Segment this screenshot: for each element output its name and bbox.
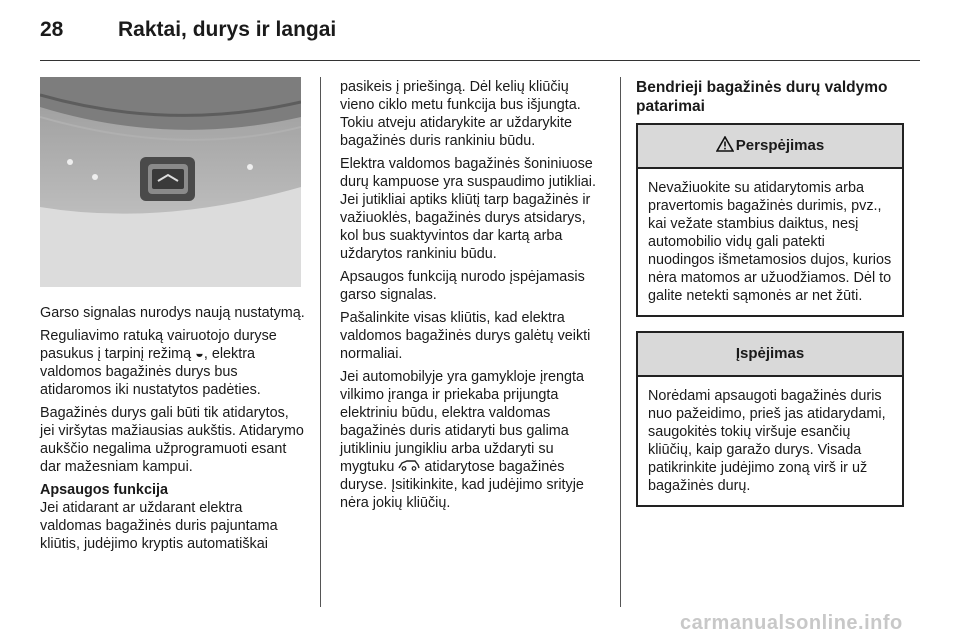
column-divider <box>620 77 621 607</box>
paragraph: Garso signalas nurodys naują nustatymą. <box>40 305 305 321</box>
column-2 <box>340 78 605 517</box>
paragraph-text: Jei automobilyje yra gamykloje įrengta vilkimo įranga ir priekaba prijungta elektriniu būdu, elektra valdomas bagažinės duris atidaryti bus galima jutikliniu jungikliu arba uždaryti su mygtuku <box>340 369 584 475</box>
warning-box <box>636 123 904 317</box>
warning-triangle-icon <box>716 136 734 157</box>
caution-box <box>636 331 904 507</box>
paragraph: Jei atidarant ar uždarant elektra valdomas bagažinės duris pajuntama kliūtis, judėjimo kryptis automatiškai <box>40 500 278 552</box>
warning-body: Nevažiuokite su atidarytomis arba pravertomis bagažinės durimis, pvz., kai vežate stambius daiktus, nesį automobilio vidų gali patekti nuodingos išmetamosios dujos, kurios nėra matomos ar užuodžiamos. Dėl to galite netekti sąmonės ar net žūti. <box>648 180 892 304</box>
watermark: carmanualsonline.info <box>680 612 903 634</box>
header-divider <box>40 60 920 61</box>
paragraph: Elektra valdomos bagažinės šoniniuose durų kampuose yra suspaudimo jutikliai. Jei jutikliai aptiks kliūtį tarp bagažinės ir važiuoklės, bagažinės durys atsidarys, kol bus suaktyvintos dar kartą arba uždarytos rankiniu būdu. <box>340 156 596 262</box>
paragraph: Apsaugos funkciją nurodo įspėjamasis garso signalas. <box>340 269 585 303</box>
warning-title: Perspėjimas <box>735 137 825 154</box>
paragraph-text: atidarytose bagažinės duryse. Įsitikinkite, kad judėjimo srityje nėra jokių kliūčių. <box>340 459 584 512</box>
paragraph: Pašalinkite visas kliūtis, kad elektra valdomos bagažinės durys galėtų veikti normaliai. <box>340 310 591 362</box>
caution-body: Norėdami apsaugoti bagažinės duris nuo pažeidimo, prieš jas atidarydami, saugokitės tokių viršuje esančių kliūčių, kaip garažo durys. Visada patikrinkite judėjimo zoną virš ir už bagažinės durų. <box>648 388 886 494</box>
subheading: Apsaugos funkcija <box>40 482 168 498</box>
column-1 <box>40 304 305 558</box>
section-title: Bendrieji bagažinės durų valdymo patarimai <box>636 79 888 115</box>
car-tailgate-icon <box>398 458 420 476</box>
tailgate-button-photo <box>40 77 301 287</box>
column-divider <box>320 77 321 607</box>
page-title: Raktai, durys ir langai <box>118 18 337 41</box>
paragraph: pasikeis į priešingą. Dėl kelių kliūčių vieno ciklo metu funkcija bus išjungta. Tokiu atveju atidarykite ar uždarykite bagažinės duris rankiniu būdu. <box>340 79 581 149</box>
paragraph <box>340 368 605 512</box>
caution-title: Įspėjimas <box>735 345 805 362</box>
paragraph: Reguliavimo ratuką vairuotojo duryse pasukus į tarpinį režimą ◒, elektra valdomos bagažinės durys bus atidaromos iki nustatytos padėties. <box>40 328 277 398</box>
paragraph: Bagažinės durys gali būti tik atidarytos, jei viršytas mažiausias aukštis. Atidarymo aukščio negalima užprogramuoti esant dar mažesniam kampui. <box>40 405 304 475</box>
page-number: 28 <box>40 18 64 41</box>
